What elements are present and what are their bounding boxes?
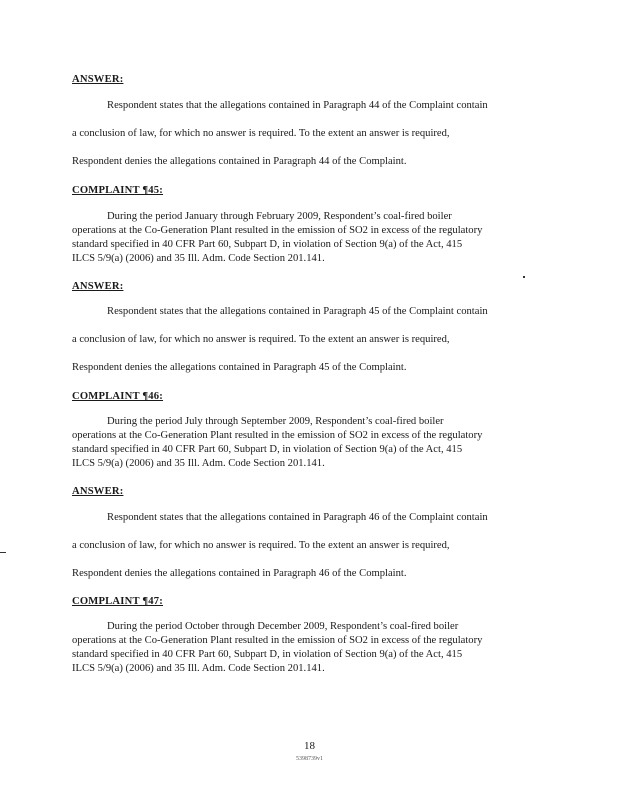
complaint-heading-45: COMPLAINT ¶45: <box>72 185 164 196</box>
answer-46-line-3: Respondent denies the allegations contained in Paragraph 46 of the Complaint. <box>72 568 407 579</box>
page-number: 18 <box>304 740 315 752</box>
answer-heading-46: ANSWER: <box>72 486 124 497</box>
complaint-47-line-4: ILCS 5/9(a) (2006) and 35 Ill. Adm. Code Section 201.141. <box>72 663 325 674</box>
answer-45-line-2: a conclusion of law, for which no answer is required. To the extent an answer is required, <box>72 334 450 345</box>
scan-speck <box>523 276 525 278</box>
complaint-47-line-2: operations at the Co-Generation Plant resulted in the emission of SO2 in excess of the regulatory <box>72 635 483 646</box>
complaint-46-line-4: ILCS 5/9(a) (2006) and 35 Ill. Adm. Code Section 201.141. <box>72 458 325 469</box>
complaint-46-line-1: During the period July through September 2009, Respondent’s coal-fired boiler <box>107 416 444 427</box>
complaint-46-line-3: standard specified in 40 CFR Part 60, Subpart D, in violation of Section 9(a) of the Act, 415 <box>72 444 463 455</box>
complaint-45-line-1: During the period January through February 2009, Respondent’s coal-fired boiler <box>107 211 452 222</box>
complaint-45-line-2: operations at the Co-Generation Plant resulted in the emission of SO2 in excess of the regulatory <box>72 225 483 236</box>
answer-heading-45: ANSWER: <box>72 281 124 292</box>
complaint-47-line-1: During the period October through December 2009, Respondent’s coal-fired boiler <box>107 621 459 632</box>
answer-46-line-1: Respondent states that the allegations contained in Paragraph 46 of the Complaint contain <box>107 512 488 523</box>
complaint-heading-46: COMPLAINT ¶46: <box>72 391 164 402</box>
answer-44-line-2: a conclusion of law, for which no answer is required. To the extent an answer is required, <box>72 128 450 139</box>
answer-44-line-3: Respondent denies the allegations contained in Paragraph 44 of the Complaint. <box>72 156 407 167</box>
complaint-46-line-2: operations at the Co-Generation Plant resulted in the emission of SO2 in excess of the regulatory <box>72 430 483 441</box>
answer-46-line-2: a conclusion of law, for which no answer is required. To the extent an answer is required, <box>72 540 450 551</box>
answer-45-line-3: Respondent denies the allegations contained in Paragraph 45 of the Complaint. <box>72 362 407 373</box>
document-code: 5398739v1 <box>296 756 323 762</box>
complaint-47-line-3: standard specified in 40 CFR Part 60, Subpart D, in violation of Section 9(a) of the Act, 415 <box>72 649 463 660</box>
answer-44-line-1: Respondent states that the allegations contained in Paragraph 44 of the Complaint contain <box>107 100 488 111</box>
complaint-heading-47: COMPLAINT ¶47: <box>72 596 164 607</box>
scan-margin-mark <box>0 552 6 553</box>
complaint-45-line-4: ILCS 5/9(a) (2006) and 35 Ill. Adm. Code Section 201.141. <box>72 253 325 264</box>
answer-45-line-1: Respondent states that the allegations contained in Paragraph 45 of the Complaint contain <box>107 306 488 317</box>
answer-heading-44: ANSWER: <box>72 74 124 85</box>
complaint-45-line-3: standard specified in 40 CFR Part 60, Subpart D, in violation of Section 9(a) of the Act, 415 <box>72 239 463 250</box>
